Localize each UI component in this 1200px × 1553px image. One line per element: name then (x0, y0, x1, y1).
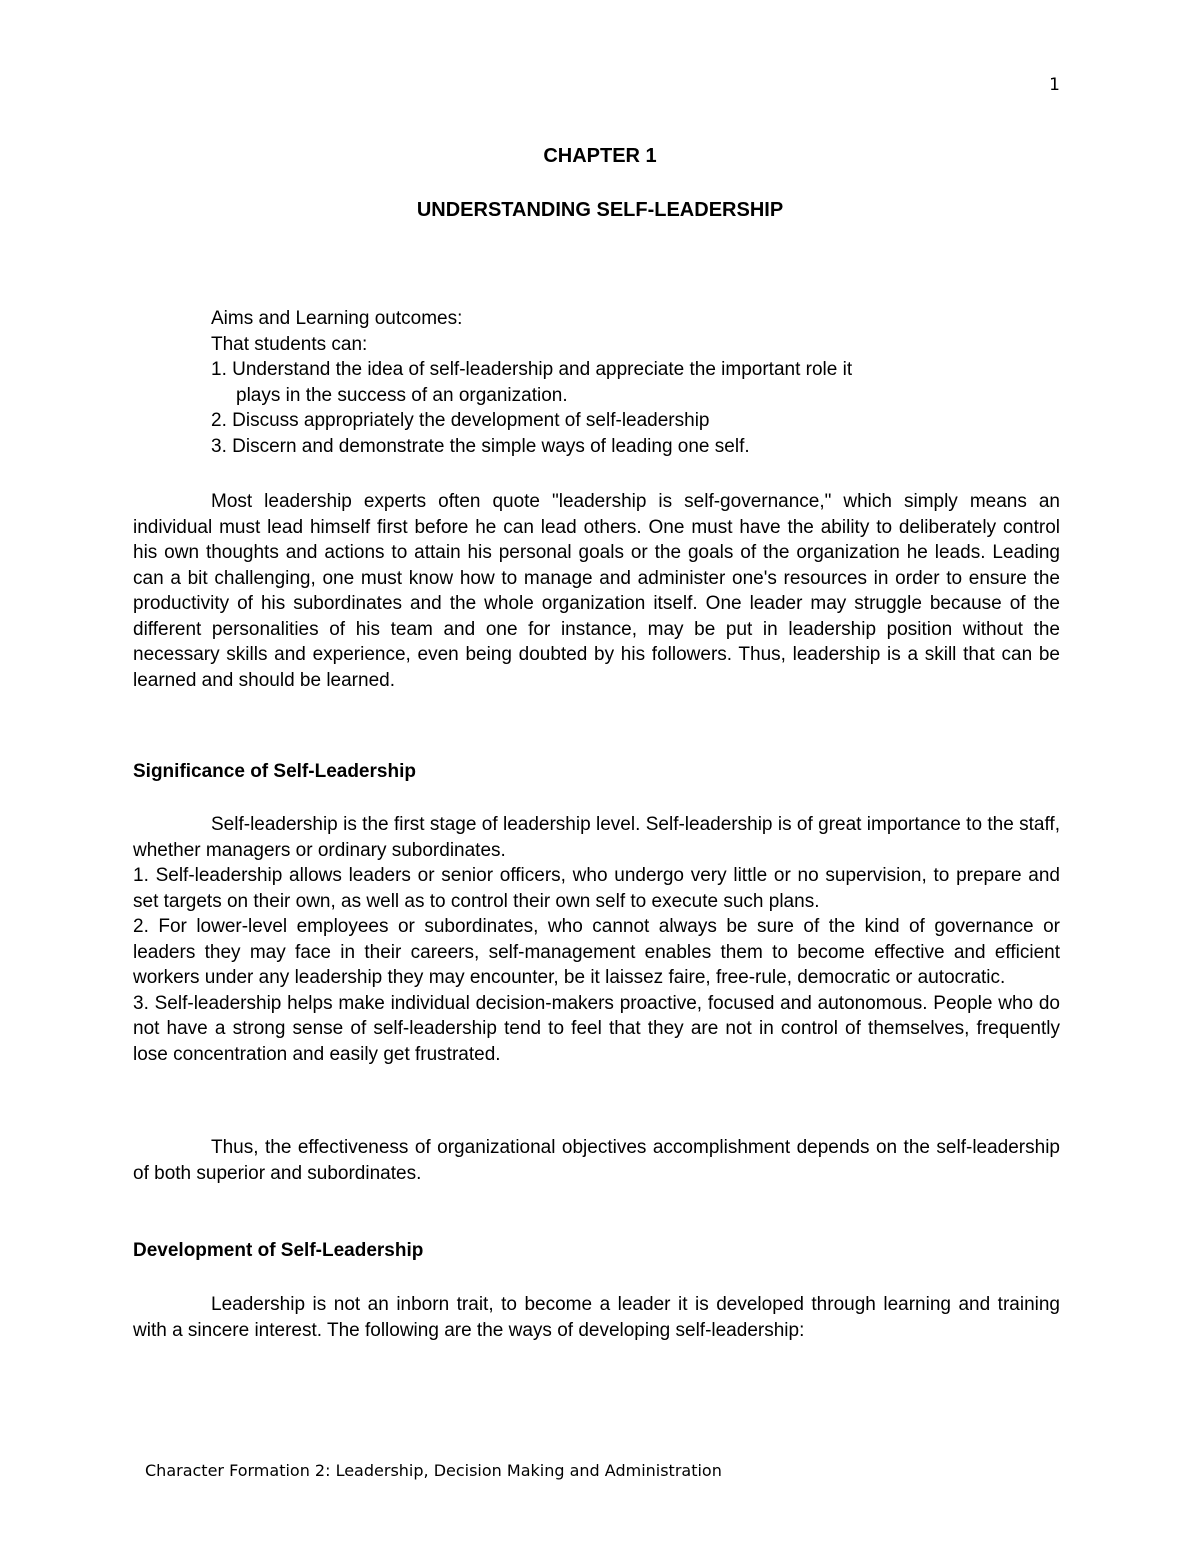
significance-paragraph: Self-leadership is the first stage of leadership level. Self-leadership is of great importance to the staff, whether managers or ordinary subordinates. (133, 814, 1060, 861)
aims-section (211, 306, 971, 459)
aims-item: 2. Discuss appropriately the development of self-leadership (211, 410, 710, 431)
significance-heading: Significance of Self-Leadership (133, 761, 416, 782)
aims-item-continuation: plays in the success of an organization. (236, 384, 568, 406)
aims-item: 3. Discern and demonstrate the simple ways of leading one self. (211, 435, 750, 457)
list-item: 3. Self-leadership helps make individual decision-makers proactive, focused and autonomous. People who do not have a strong sense of self-leadership tend to feel that they are not in control of themselves, frequently lose concentration and easily get frustrated. (133, 992, 1060, 1065)
aims-intro: That students can: (211, 333, 368, 355)
page-footer: Character Formation 2: Leadership, Decision Making and Administration (145, 1461, 722, 1480)
chapter-label: CHAPTER 1 (543, 145, 657, 167)
development-paragraph: Leadership is not an inborn trait, to become a leader it is developed through learning and training with a sincere interest. The following are the ways of developing self-leadership: (133, 1294, 1060, 1341)
aims-heading: Aims and Learning outcomes: (211, 308, 463, 329)
significance-list (133, 863, 1060, 1067)
chapter-title: UNDERSTANDING SELF-LEADERSHIP (416, 199, 784, 221)
list-item: 2. For lower-level employees or subordinates, who cannot always be sure of the kind of governance or leaders they may face in their careers, self-management enables them to become effective and efficient workers under any leadership they may encounter, be it laissez faire, free-rule, democratic or autocratic. (133, 916, 1060, 988)
aims-item: 1. Understand the idea of self-leadership and appreciate the important role it (211, 359, 853, 380)
intro-paragraph: Most leadership experts often quote "leadership is self-governance," which simply means an individual must lead himself first before he can lead others. One must have the ability to deliberately control his own thoughts and actions to attain his personal goals or the goals of the organization he leads. Leading can a bit challenging, one must know how to manage and administer one's resources in order to ensure the productivity of his subordinates and the whole organization itself. One leader may struggle because of the different personalities of his team and one for instance, may be put in leadership position without the necessary skills and experience, even being doubted by his followers. Thus, leadership is a skill that can be learned and should be learned. (133, 491, 1060, 691)
page-number: 1 (1049, 75, 1060, 95)
development-heading: Development of Self-Leadership (133, 1240, 424, 1261)
list-item: 1. Self-leadership allows leaders or senior officers, who undergo very little or no supervision, to prepare and set targets on their own, as well as to control their own self to execute such plans. (133, 865, 1060, 912)
significance-conclusion: Thus, the effectiveness of organizational objectives accomplishment depends on the self-leadership of both superior and subordinates. (133, 1137, 1060, 1184)
